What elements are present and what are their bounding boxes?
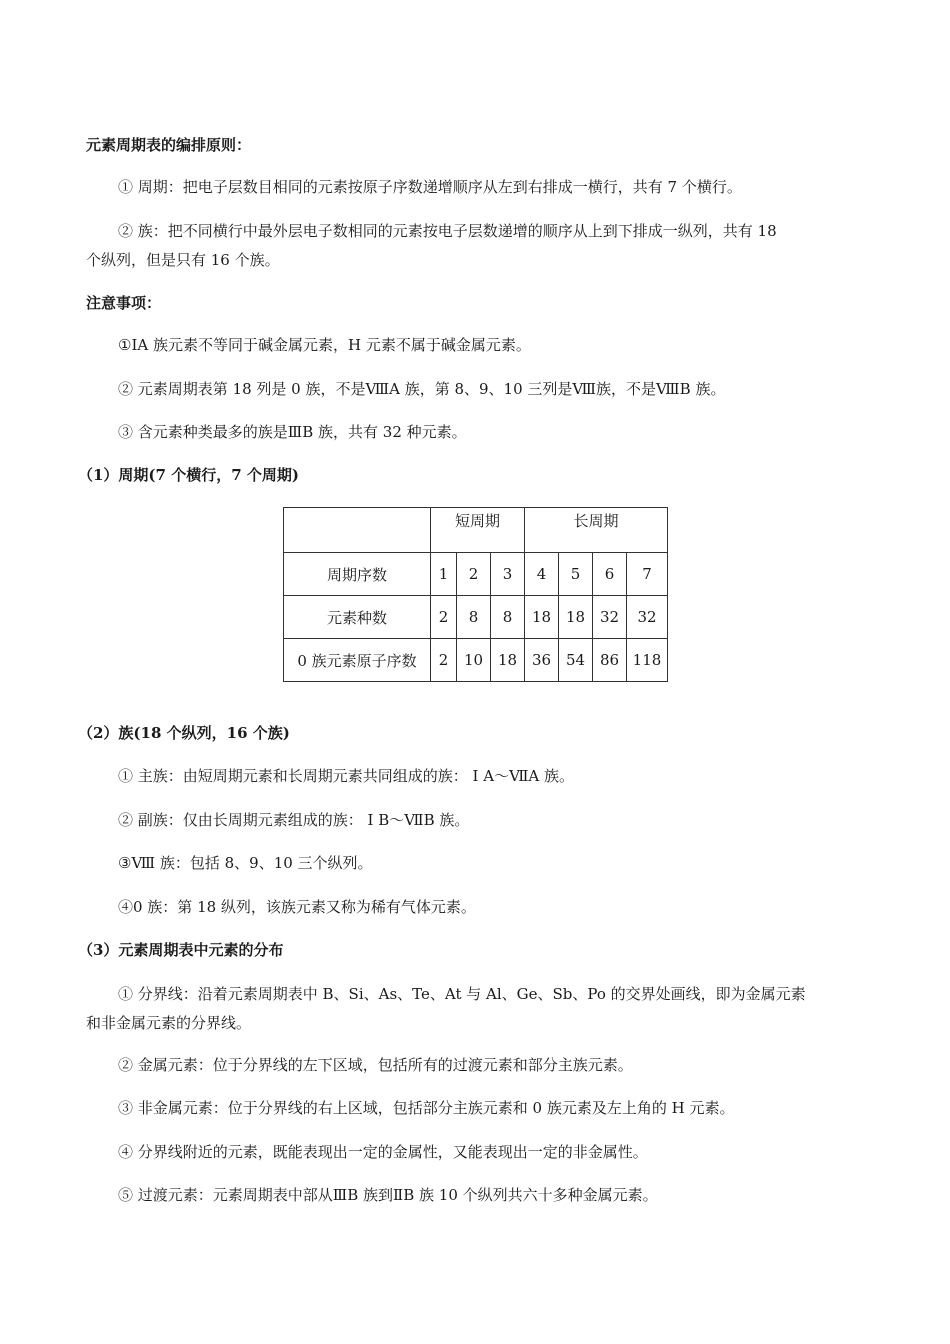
distribution-item-1: ① 分界线：沿着元素周期表中 B、Si、As、Te、At 与 Al、Ge、Sb、Po 的交界处画线，即为金属元素 bbox=[118, 985, 806, 1003]
table-cell: 2 bbox=[431, 639, 457, 682]
table-cell: 1 bbox=[431, 553, 457, 596]
row-label: 周期序数 bbox=[284, 553, 431, 596]
note-item-2: ② 元素周期表第 18 列是 0 族，不是ⅧA 族，第 8、9、10 三列是Ⅷ族，不是ⅧB 族。 bbox=[118, 380, 726, 398]
note-item-3: ③ 含元素种类最多的族是ⅢB 族，共有 32 种元素。 bbox=[118, 423, 467, 441]
table-corner-cell bbox=[284, 508, 431, 553]
group-section-heading: （2）族(18 个纵列，16 个族) bbox=[78, 724, 290, 742]
distribution-item-1-continued: 和非金属元素的分界线。 bbox=[86, 1014, 252, 1032]
table-cell: 36 bbox=[525, 639, 559, 682]
table-cell: 3 bbox=[491, 553, 525, 596]
group-item-2: ② 副族：仅由长周期元素组成的族： Ⅰ B～ⅦB 族。 bbox=[118, 811, 470, 829]
table-cell: 54 bbox=[559, 639, 593, 682]
table-cell: 4 bbox=[525, 553, 559, 596]
period-section-heading: （1）周期(7 个横行，7 个周期) bbox=[78, 466, 299, 484]
row-label: 元素种数 bbox=[284, 596, 431, 639]
short-period-header: 短周期 bbox=[431, 508, 525, 553]
table-cell: 2 bbox=[431, 596, 457, 639]
distribution-item-5: ⑤ 过渡元素：元素周期表中部从ⅢB 族到ⅡB 族 10 个纵列共六十多种金属元素。 bbox=[118, 1186, 658, 1204]
table-row bbox=[284, 639, 668, 682]
group-item-3: ③Ⅷ 族：包括 8、9、10 三个纵列。 bbox=[118, 854, 373, 872]
table-cell: 118 bbox=[627, 639, 668, 682]
table-cell: 18 bbox=[525, 596, 559, 639]
table-cell: 86 bbox=[593, 639, 627, 682]
table-cell: 32 bbox=[627, 596, 668, 639]
table-cell: 5 bbox=[559, 553, 593, 596]
principle-group-continued: 个纵列，但是只有 16 个族。 bbox=[86, 251, 280, 269]
distribution-item-4: ④ 分界线附近的元素，既能表现出一定的金属性，又能表现出一定的非金属性。 bbox=[118, 1143, 648, 1161]
table-row bbox=[284, 553, 668, 596]
principle-group: ② 族：把不同横行中最外层电子数相同的元素按电子层数递增的顺序从上到下排成一纵列，共有 18 bbox=[118, 222, 777, 240]
table-cell: 8 bbox=[457, 596, 491, 639]
period-table bbox=[283, 507, 668, 682]
long-period-header: 长周期 bbox=[525, 508, 668, 553]
table-cell: 32 bbox=[593, 596, 627, 639]
table-cell: 6 bbox=[593, 553, 627, 596]
table-cell: 18 bbox=[559, 596, 593, 639]
table-cell: 10 bbox=[457, 639, 491, 682]
group-item-1: ① 主族：由短周期元素和长周期元素共同组成的族： Ⅰ A～ⅦA 族。 bbox=[118, 767, 575, 785]
distribution-item-3: ③ 非金属元素：位于分界线的右上区域，包括部分主族元素和 0 族元素及左上角的 H 元素。 bbox=[118, 1099, 735, 1117]
table-cell: 2 bbox=[457, 553, 491, 596]
row-label: 0 族元素原子序数 bbox=[284, 639, 431, 682]
distribution-item-2: ② 金属元素：位于分界线的左下区域，包括所有的过渡元素和部分主族元素。 bbox=[118, 1056, 633, 1074]
table-cell: 18 bbox=[491, 639, 525, 682]
table-cell: 7 bbox=[627, 553, 668, 596]
table-cell: 8 bbox=[491, 596, 525, 639]
note-item-1: ①ⅠA 族元素不等同于碱金属元素，H 元素不属于碱金属元素。 bbox=[118, 336, 531, 354]
principles-heading: 元素周期表的编排原则： bbox=[86, 136, 252, 154]
notes-heading: 注意事项： bbox=[86, 294, 162, 312]
principle-period: ① 周期：把电子层数目相同的元素按原子序数递增顺序从左到右排成一横行，共有 7 个横行。 bbox=[118, 178, 742, 196]
group-item-4: ④0 族：第 18 纵列，该族元素又称为稀有气体元素。 bbox=[118, 898, 476, 916]
distribution-section-heading: （3）元素周期表中元素的分布 bbox=[78, 941, 284, 959]
table-row bbox=[284, 508, 668, 553]
table-row bbox=[284, 596, 668, 639]
